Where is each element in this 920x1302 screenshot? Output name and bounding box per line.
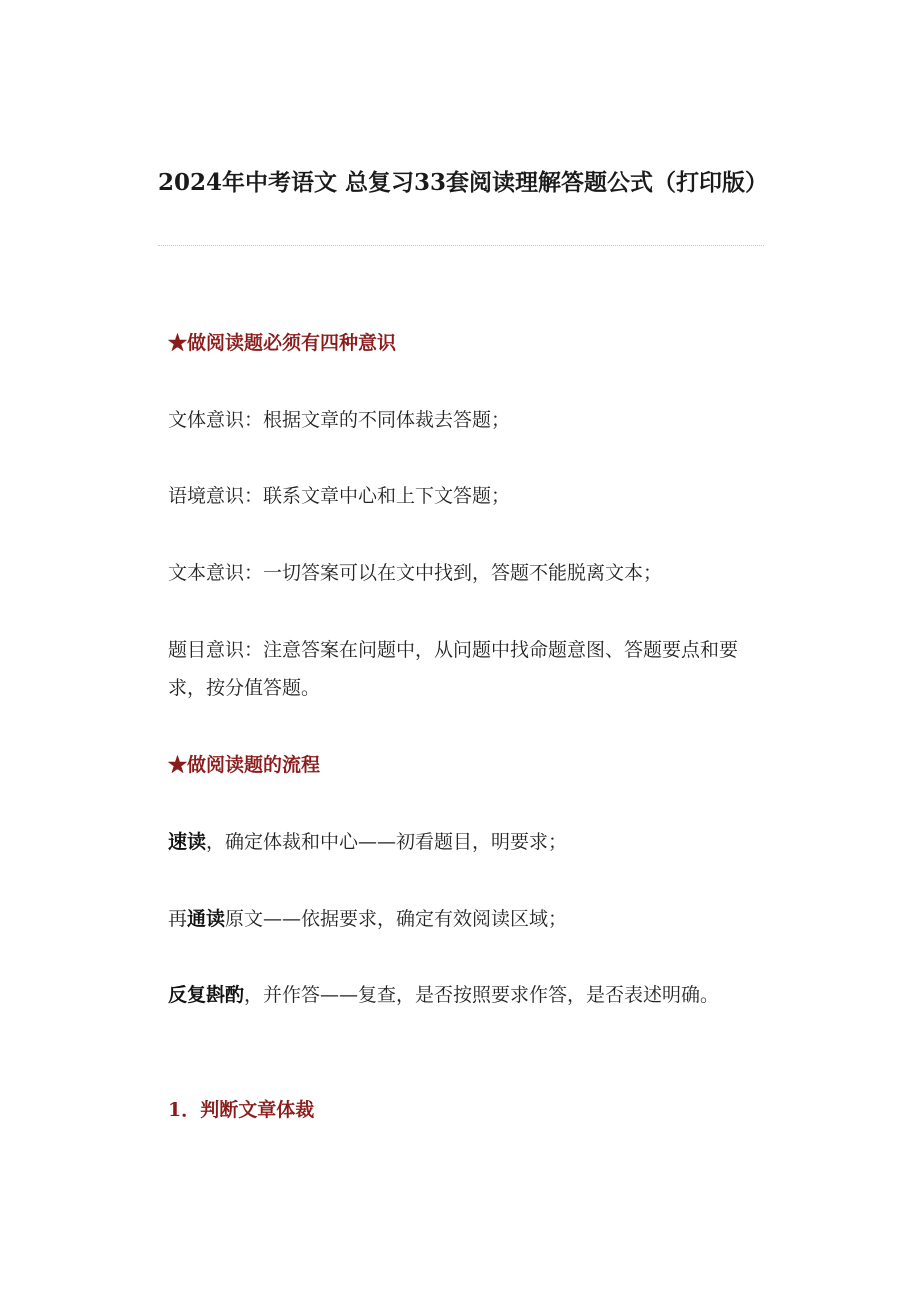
process-step-read-through <box>168 900 760 938</box>
section-heading-judge-genre: 1．判断文章体裁 <box>168 1099 315 1121</box>
step-text: ，确定体裁和中心——初看题目，明要求； <box>206 831 568 853</box>
awareness-item-genre: 文体意识：根据文章的不同体裁去答题； <box>168 409 511 431</box>
awareness-item-text: 文本意识：一切答案可以在文中找到，答题不能脱离文本； <box>168 562 663 584</box>
step-prefix: 再 <box>168 908 188 930</box>
process-step-skim <box>168 823 760 861</box>
section-heading-four-awareness: ★做阅读题必须有四种意识 <box>168 332 397 354</box>
step-text: 原文——依据要求，确定有效阅读区域； <box>225 908 568 930</box>
awareness-item-context: 语境意识：联系文章中心和上下文答题； <box>168 485 511 507</box>
section-heading-process: ★做阅读题的流程 <box>168 754 321 776</box>
step-keyword: 通读 <box>187 908 226 930</box>
awareness-item-question: 题目意识：注意答案在问题中，从问题中找命题意图、答题要点和要求，按分值答题。 <box>168 639 739 699</box>
step-text: ，并作答——复查，是否按照要求作答，是否表述明确。 <box>244 984 720 1006</box>
step-keyword: 反复斟酌 <box>168 984 245 1006</box>
document-title: 2024年中考语文 总复习33套阅读理解答题公式（打印版） <box>158 169 769 196</box>
step-keyword: 速读 <box>168 831 207 853</box>
process-step-deliberate <box>168 976 760 1014</box>
title-divider <box>158 245 764 246</box>
